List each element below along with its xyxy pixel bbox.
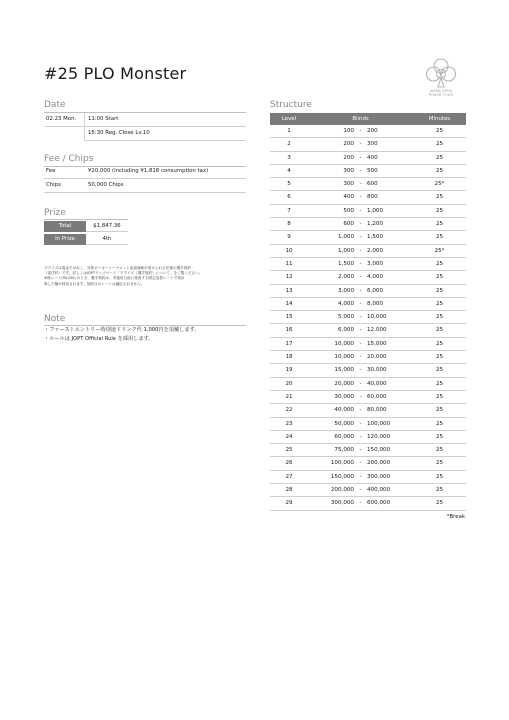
big-blind: 20,000	[367, 354, 387, 361]
blinds-cell	[308, 138, 413, 150]
blinds-separator: -	[359, 327, 362, 334]
minutes-cell: 25	[435, 207, 444, 214]
small-blind: 200,000	[330, 487, 354, 494]
big-blind: 6,000	[367, 287, 384, 294]
level-cell: 9	[287, 234, 291, 241]
small-blind: 10,000	[334, 340, 354, 347]
prize-heading: Prize	[44, 208, 66, 218]
blinds-separator: -	[359, 473, 362, 480]
big-blind: 400,000	[367, 487, 391, 494]
small-blind: 3,000	[337, 287, 354, 294]
table-row	[270, 364, 466, 377]
table-row	[270, 245, 466, 258]
level-cell: 15	[285, 314, 293, 321]
minutes-cell: 25	[435, 141, 444, 148]
table-row	[270, 418, 466, 431]
blinds-separator: -	[359, 447, 362, 454]
big-blind: 4,000	[367, 274, 384, 281]
big-blind: 300,000	[367, 473, 391, 480]
small-blind: 40,000	[334, 407, 354, 414]
level-cell: 1	[287, 128, 291, 134]
blinds-separator: -	[359, 433, 362, 440]
fee-row-divider	[44, 178, 246, 179]
blinds-separator: -	[359, 300, 362, 307]
blinds-separator: -	[359, 287, 362, 294]
level-cell: 16	[285, 327, 293, 334]
small-blind: 100,000	[330, 460, 354, 467]
small-blind: 600	[343, 221, 354, 228]
big-blind: 200,000	[367, 460, 391, 467]
page-title: #25 PLO Monster	[44, 64, 187, 83]
fee-chips-divider	[44, 166, 246, 167]
blinds-cell	[308, 444, 413, 456]
level-cell: 29	[285, 500, 293, 507]
blinds-cell	[308, 152, 413, 164]
blinds-separator: -	[359, 234, 362, 241]
blinds-cell	[308, 258, 413, 270]
table-row	[270, 484, 466, 497]
blinds-cell	[308, 311, 413, 323]
minutes-cell: 25	[435, 393, 444, 400]
minutes-cell: 25	[435, 380, 444, 387]
blinds-cell	[308, 245, 413, 257]
table-row	[270, 125, 466, 138]
big-blind: 800	[367, 194, 378, 201]
minutes-cell: 25	[435, 367, 444, 374]
table-row	[270, 205, 466, 218]
table-row	[270, 444, 466, 457]
chips-row-divider	[44, 192, 246, 193]
big-blind: 1,500	[367, 234, 384, 241]
table-row	[270, 231, 466, 244]
table-row	[270, 457, 466, 470]
minutes-cell: 25	[435, 407, 444, 414]
minutes-cell: 25	[435, 354, 444, 361]
table-row	[270, 165, 466, 178]
small-blind: 200	[343, 141, 354, 148]
minutes-cell: 25	[435, 433, 444, 440]
club-emblem-icon	[419, 56, 463, 90]
date-row-divider	[84, 140, 246, 141]
blinds-separator: -	[359, 128, 362, 134]
minutes-cell: 25	[435, 447, 444, 454]
minutes-cell: 25	[435, 420, 444, 427]
big-blind: 200	[367, 128, 378, 134]
table-row	[270, 431, 466, 444]
level-cell: 18	[285, 354, 293, 361]
chips-label: Chips	[46, 182, 61, 188]
big-blind: 600,000	[367, 500, 391, 507]
chips-value: 50,000 Chips	[88, 182, 124, 188]
big-blind: 60,000	[367, 393, 387, 400]
blinds-cell	[308, 285, 413, 297]
date-start: 11:00 Start	[88, 116, 119, 122]
blinds-cell	[308, 125, 413, 137]
blinds-separator: -	[359, 354, 362, 361]
minutes-cell: 25	[435, 167, 444, 174]
small-blind: 400	[343, 194, 354, 201]
blinds-cell	[308, 205, 413, 217]
table-row	[270, 138, 466, 151]
minutes-cell: 25	[435, 274, 444, 281]
big-blind: 2,000	[367, 247, 384, 254]
blinds-cell	[308, 471, 413, 483]
small-blind: 15,000	[334, 367, 354, 374]
blinds-separator: -	[359, 247, 362, 254]
minutes-cell: 25	[435, 460, 444, 467]
level-cell: 20	[285, 380, 293, 387]
blinds-cell	[308, 191, 413, 203]
minutes-cell: 25	[435, 487, 444, 494]
date-row-divider	[44, 126, 246, 127]
logo-caption: JAPAN OPEN POKER TOUR	[428, 89, 454, 98]
blinds-separator: -	[359, 407, 362, 414]
blinds-cell	[308, 231, 413, 243]
small-blind: 10,000	[334, 354, 354, 361]
minutes-cell: 25	[435, 327, 444, 334]
small-blind: 75,000	[334, 447, 354, 454]
minutes-cell: 25	[435, 340, 444, 347]
small-blind: 150,000	[330, 473, 354, 480]
big-blind: 3,000	[367, 260, 384, 267]
minutes-cell: 25*	[434, 181, 445, 188]
minutes-cell: 25	[435, 260, 444, 267]
table-row	[270, 285, 466, 298]
small-blind: 6,000	[337, 327, 354, 334]
table-row	[270, 218, 466, 231]
small-blind: 300,000	[330, 500, 354, 507]
table-row	[270, 391, 466, 404]
level-cell: 11	[285, 260, 293, 267]
note-divider	[44, 325, 246, 326]
minutes-cell: 25	[435, 287, 444, 294]
small-blind: 1,000	[337, 234, 354, 241]
date-heading: Date	[44, 100, 66, 110]
blinds-separator: -	[359, 154, 362, 161]
column-header-level: Level	[281, 116, 297, 122]
blinds-cell	[308, 378, 413, 390]
small-blind: 20,000	[334, 380, 354, 387]
small-blind: 4,000	[337, 300, 354, 307]
table-row	[270, 338, 466, 351]
table-row	[270, 152, 466, 165]
blinds-cell	[308, 404, 413, 416]
prize-total-value: $1,847.36	[86, 221, 128, 232]
blinds-separator: -	[359, 194, 362, 201]
small-blind: 300	[343, 181, 354, 188]
prize-disclaimer: プライズは賞金ではなく、対象ポーカートーナメント参加補助が受けられる任意の選手契約 （委任料）です。詳しくはJOPTウェブページ「プライズ（選手契約）について」をご覧ください。 ※係レート(50.00)\ のとき、選手契約は、実施旧日前に発表する固定為替レートで再計 算した額が採用されます。契約日のレートは適応されません。	[44, 266, 203, 286]
level-cell: 5	[287, 181, 291, 188]
small-blind: 50,000	[334, 420, 354, 427]
blinds-separator: -	[359, 181, 362, 188]
blinds-cell	[308, 218, 413, 230]
level-cell: 19	[285, 367, 293, 374]
small-blind: 500	[343, 207, 354, 214]
level-cell: 6	[287, 194, 291, 201]
level-cell: 14	[285, 300, 293, 307]
big-blind: 300	[367, 141, 378, 148]
minutes-cell: 25	[435, 221, 444, 228]
fee-value: ¥20,000 (including ¥1,818 consumption tax)	[88, 168, 209, 174]
big-blind: 100,000	[367, 420, 391, 427]
blinds-separator: -	[359, 167, 362, 174]
small-blind: 30,000	[334, 393, 354, 400]
table-row	[270, 178, 466, 191]
small-blind: 1,000	[337, 247, 354, 254]
small-blind: 300	[343, 167, 354, 174]
fee-chips-heading: Fee / Chips	[44, 154, 94, 164]
structure-rows	[270, 125, 466, 511]
big-blind: 120,000	[367, 433, 391, 440]
blinds-separator: -	[359, 420, 362, 427]
big-blind: 600	[367, 181, 378, 188]
blinds-separator: -	[359, 141, 362, 148]
table-row	[270, 311, 466, 324]
big-blind: 12,000	[367, 327, 387, 334]
structure-table-header	[270, 113, 466, 125]
blinds-cell	[308, 391, 413, 403]
big-blind: 40,000	[367, 380, 387, 387]
big-blind: 500	[367, 167, 378, 174]
blinds-cell	[308, 178, 413, 190]
big-blind: 1,200	[367, 221, 384, 228]
blinds-cell	[308, 298, 413, 310]
prize-in-prize-label: In Prize	[44, 234, 86, 245]
blinds-separator: -	[359, 340, 362, 347]
level-cell: 12	[285, 274, 293, 281]
date-day: 02.23 Mon.	[46, 116, 77, 122]
break-footnote: *Break	[446, 514, 465, 520]
blinds-separator: -	[359, 487, 362, 494]
small-blind: 2,000	[337, 274, 354, 281]
date-column-divider	[84, 113, 85, 141]
minutes-cell: 25	[435, 234, 444, 241]
big-blind: 150,000	[367, 447, 391, 454]
blinds-cell	[308, 165, 413, 177]
blinds-separator: -	[359, 500, 362, 507]
level-cell: 8	[287, 221, 291, 228]
small-blind: 60,000	[334, 433, 354, 440]
table-row	[270, 298, 466, 311]
blinds-separator: -	[359, 274, 362, 281]
japan-open-poker-tour-logo	[419, 56, 463, 102]
big-blind: 10,000	[367, 314, 387, 321]
prize-divider	[44, 219, 128, 220]
date-reg-close: 15:30 Reg. Close Lv.10	[88, 130, 150, 136]
minutes-cell: 25	[435, 300, 444, 307]
table-row	[270, 404, 466, 417]
level-cell: 23	[285, 420, 293, 427]
minutes-cell: 25	[435, 128, 444, 134]
blinds-cell	[308, 351, 413, 363]
minutes-cell: 25	[435, 194, 444, 201]
blinds-cell	[308, 338, 413, 350]
level-cell: 2	[287, 141, 291, 148]
small-blind: 200	[343, 154, 354, 161]
blinds-cell	[308, 431, 413, 443]
big-blind: 30,000	[367, 367, 387, 374]
date-divider	[44, 112, 246, 113]
big-blind: 15,000	[367, 340, 387, 347]
blinds-separator: -	[359, 260, 362, 267]
prize-total-label: Total	[44, 221, 86, 232]
level-cell: 17	[285, 340, 293, 347]
big-blind: 8,000	[367, 300, 384, 307]
table-row	[270, 378, 466, 391]
level-cell: 27	[285, 473, 293, 480]
level-cell: 7	[287, 207, 291, 214]
note-item-rule: ・ルールは JOPT Official Rule を採用します。	[44, 336, 154, 342]
small-blind: 1,500	[337, 260, 354, 267]
blinds-separator: -	[359, 221, 362, 228]
minutes-cell: 25	[435, 314, 444, 321]
level-cell: 25	[285, 447, 293, 454]
blinds-separator: -	[359, 380, 362, 387]
level-cell: 28	[285, 487, 293, 494]
blinds-separator: -	[359, 393, 362, 400]
level-cell: 3	[287, 154, 291, 161]
small-blind: 5,000	[337, 314, 354, 321]
column-header-blinds: Blinds	[352, 116, 369, 122]
table-row	[270, 271, 466, 284]
prize-in-prize-value: 4th	[86, 234, 128, 245]
level-cell: 26	[285, 460, 293, 467]
blinds-cell	[308, 324, 413, 336]
minutes-cell: 25	[435, 154, 444, 161]
blinds-separator: -	[359, 207, 362, 214]
blinds-separator: -	[359, 367, 362, 374]
blinds-cell	[308, 457, 413, 469]
level-cell: 21	[285, 393, 293, 400]
note-heading: Note	[44, 314, 66, 324]
structure-heading: Structure	[270, 100, 312, 110]
table-row	[270, 258, 466, 271]
column-header-minutes: Minutes	[428, 116, 451, 122]
level-cell: 24	[285, 433, 293, 440]
table-row	[270, 191, 466, 204]
blinds-cell	[308, 418, 413, 430]
level-cell: 13	[285, 287, 293, 294]
big-blind: 80,000	[367, 407, 387, 414]
fee-label: Fee	[46, 168, 56, 174]
minutes-cell: 25	[435, 500, 444, 507]
blinds-separator: -	[359, 460, 362, 467]
minutes-cell: 25	[435, 473, 444, 480]
blinds-cell	[308, 484, 413, 496]
blinds-cell	[308, 271, 413, 283]
level-cell: 4	[287, 167, 291, 174]
blinds-separator: -	[359, 314, 362, 321]
big-blind: 400	[367, 154, 378, 161]
table-row	[270, 471, 466, 484]
blinds-cell	[308, 497, 413, 509]
big-blind: 1,000	[367, 207, 384, 214]
minutes-cell: 25*	[434, 247, 445, 254]
small-blind: 100	[343, 128, 354, 134]
table-row	[270, 324, 466, 337]
level-cell: 10	[285, 247, 293, 254]
table-row	[270, 351, 466, 364]
level-cell: 22	[285, 407, 293, 414]
structure-table	[270, 113, 466, 511]
blinds-cell	[308, 364, 413, 376]
note-item-drink: ・ファーストエントリー時別途ドリンク代 1,000円を頂戴します。	[44, 327, 200, 333]
table-row	[270, 497, 466, 510]
